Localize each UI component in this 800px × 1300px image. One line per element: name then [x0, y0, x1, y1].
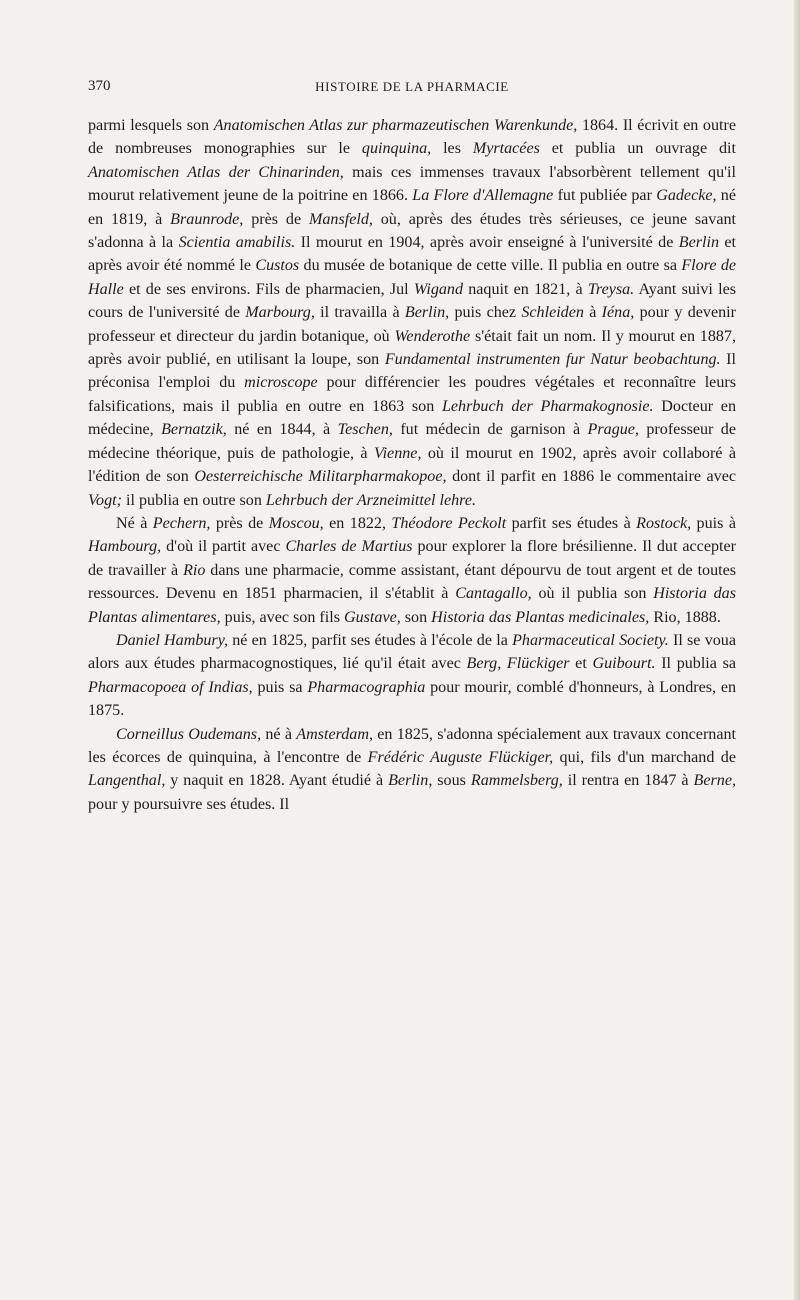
text-run: et: [569, 655, 593, 673]
page-number: 370: [88, 78, 111, 94]
text-run: né en 1844, à: [226, 421, 338, 439]
text-run: puis, avec son fils: [220, 608, 344, 626]
paragraph: [88, 512, 736, 629]
text-run: qui, fils d'un marchand de: [553, 748, 736, 766]
italic-text-run: Amsterdam,: [296, 725, 373, 743]
text-run: fut publiée par: [553, 187, 657, 205]
italic-text-run: Flore de Halle: [88, 257, 737, 298]
italic-text-run: Berlin,: [388, 772, 433, 790]
text-run: né à: [261, 725, 297, 743]
text-run: où, après des études très sérieuses, ce jeune savant s'adonna à la: [88, 210, 736, 252]
italic-text-run: Iéna,: [601, 304, 635, 322]
italic-text-run: Gadecke,: [656, 187, 717, 205]
text-run: né en 1819, à: [88, 187, 737, 228]
italic-text-run: Bernatzik,: [161, 421, 227, 439]
text-run: pour y devenir professeur et directeur du jardin botanique, où: [88, 304, 737, 345]
text-run: en 1822,: [323, 514, 392, 532]
text-run: dont il parfit en 1886 le commentaire avec: [446, 468, 737, 486]
paragraph: [88, 723, 736, 817]
italic-text-run: Pharmaceutical Society.: [512, 631, 669, 649]
italic-text-run: Rio: [183, 561, 206, 579]
italic-text-run: Charles de Martius: [285, 538, 413, 556]
page-edge-shadow: [794, 0, 800, 1300]
text-run: Il se voua alors aux études pharmacognostiques, lié qu'il était avec: [88, 631, 736, 673]
text-run: d'où il partit avec: [161, 538, 286, 556]
italic-text-run: Hambourg,: [88, 538, 162, 556]
text-run: s'était fait un nom. Il y mourut en 1887, après avoir publié, en utilisant la loupe, son: [88, 327, 736, 369]
italic-text-run: Wigand: [413, 280, 464, 298]
italic-text-run: Teschen,: [337, 421, 393, 439]
text-run: Né à: [116, 514, 153, 532]
text-run: fut médecin de garnison à: [392, 421, 588, 439]
text-run: parfit ses études à: [506, 514, 637, 532]
running-title: HISTOIRE DE LA PHARMACIE: [315, 79, 509, 94]
italic-text-run: Berne,: [693, 772, 736, 790]
text-run: naquit en 1821, à: [463, 280, 588, 298]
italic-text-run: Wenderothe: [394, 327, 471, 345]
italic-text-run: Marbourg,: [245, 304, 315, 322]
text-run: parmi lesquels son: [88, 117, 214, 134]
text-run: puis sa: [252, 678, 308, 696]
text-run: professeur de médecine théorique, puis de pathologie, à: [88, 421, 737, 462]
italic-text-run: Cantagallo,: [455, 585, 532, 603]
italic-text-run: Guibourt.: [592, 655, 656, 673]
paragraph: [88, 114, 736, 512]
text-run: pour mourir, comblé d'honneurs, à Londres, en 1875.: [88, 678, 737, 720]
italic-text-run: Lehrbuch der Pharmakognosie.: [441, 397, 654, 415]
italic-text-run: quinquina,: [361, 140, 432, 158]
text-run: puis chez: [449, 304, 522, 322]
paragraph: [88, 629, 736, 723]
page-header: [88, 78, 736, 98]
italic-text-run: Pechern,: [152, 514, 211, 532]
text-run: près de: [210, 514, 269, 532]
italic-text-run: Historia das Plantas medicinales,: [431, 608, 650, 626]
italic-text-run: Frédéric Auguste Flückiger,: [367, 748, 554, 766]
italic-text-run: Rammelsberg,: [470, 772, 563, 790]
text-run: y naquit en 1828. Ayant étudié à: [165, 772, 389, 790]
italic-text-run: Schleiden: [521, 304, 584, 322]
text-run: les: [431, 140, 473, 158]
text-run: où il mourut en 1902, après avoir collaboré à l'édition de son: [88, 444, 736, 486]
text-run: dans une pharmacie, comme assistant, étant dépourvu de tout argent et de toutes ressources. Devenu en 1851 pharmacien, il s'établit à: [88, 561, 737, 603]
italic-text-run: Berg, Flückiger: [466, 655, 570, 673]
italic-text-run: Théodore Peckolt: [391, 514, 507, 532]
italic-text-run: La Flore d'Allemagne: [412, 187, 554, 205]
italic-text-run: Oesterreichische Militarpharmakopoe,: [194, 468, 447, 486]
text-run: son: [400, 608, 432, 626]
text-run: puis à: [691, 514, 736, 532]
italic-text-run: Lehrbuch der Arzneimittel lehre.: [265, 491, 477, 509]
italic-text-run: Historia das Plantas alimentares,: [88, 585, 736, 626]
text-run: mais ces immenses travaux l'absorbèrent tellement qu'il mourut relativement jeune de la poitrine en 1866.: [88, 163, 736, 205]
text-run: né en 1825, parfit ses études à l'école de la: [227, 631, 513, 649]
italic-text-run: Vienne,: [373, 444, 422, 462]
text-run: et de ses environs. Fils de pharmacien, Jul: [123, 280, 414, 298]
italic-text-run: Langenthal,: [88, 772, 166, 790]
text-run: Ayant suivi les cours de l'université de: [88, 280, 736, 322]
text-run: pour explorer la flore brésilienne. Il dut accepter de travailler à: [88, 538, 736, 579]
italic-text-run: Treysa.: [587, 280, 635, 298]
italic-text-run: Daniel Hambury,: [116, 631, 228, 649]
body-text: [88, 114, 736, 816]
italic-text-run: Berlin,: [404, 304, 450, 322]
italic-text-run: Fundamental instrumenten fur Natur beobachtung.: [384, 351, 721, 369]
text-run: Il publia sa: [655, 655, 736, 673]
italic-text-run: Rostock,: [636, 514, 692, 532]
text-run: près de: [243, 210, 309, 228]
text-run: du musée de botanique de cette ville. Il publia en outre sa: [299, 257, 682, 275]
text-run: il travailla à: [314, 304, 405, 322]
text-run: il publia en outre son: [121, 491, 266, 509]
text-run: 1864. Il écrivit en outre de nombreuses monographies sur le: [88, 117, 736, 158]
text-run: sous: [432, 772, 471, 790]
text-run: où il publia son: [531, 585, 654, 603]
italic-text-run: Custos: [255, 257, 300, 275]
italic-text-run: Braunrode,: [170, 210, 244, 228]
italic-text-run: Mansfeld,: [308, 210, 373, 228]
text-run: à: [583, 304, 602, 322]
text-run: il rentra en 1847 à: [562, 772, 694, 790]
text-run: Docteur en médecine,: [88, 397, 736, 439]
text-run: Il mourut en 1904, après avoir enseigné à l'université de: [295, 234, 679, 252]
italic-text-run: Myrtacées: [472, 140, 540, 158]
italic-text-run: Pharmacopoea of Indias,: [88, 678, 253, 696]
italic-text-run: Corneillus Oudemans,: [116, 725, 262, 743]
italic-text-run: Gustave,: [344, 608, 401, 626]
text-run: Rio, 1888.: [649, 608, 721, 626]
italic-text-run: Prague,: [587, 421, 639, 439]
text-run: et après avoir été nommé le: [88, 234, 737, 275]
italic-text-run: Berlin: [678, 234, 719, 252]
text-run: et publia un ouvrage dit: [539, 140, 736, 158]
italic-text-run: Vogt;: [88, 491, 122, 509]
italic-text-run: microscope: [244, 374, 318, 392]
text-run: pour y poursuivre ses études. Il: [88, 795, 290, 813]
italic-text-run: Anatomischen Atlas der Chinarinden,: [88, 163, 344, 181]
text-run: pour différencier les poudres végétales et reconnaître leurs falsifications, mais il publia en outre en 1863 son: [88, 374, 736, 415]
italic-text-run: Pharmacographia: [307, 678, 426, 696]
italic-text-run: Anatomischen Atlas zur pharmazeutischen Warenkunde,: [213, 117, 578, 134]
italic-text-run: Scientia amabilis.: [178, 234, 296, 252]
text-run: en 1825, s'adonna spécialement aux travaux concernant les écorces de quinquina, à l'encontre de: [88, 725, 737, 766]
text-run: Il préconisa l'emploi du: [88, 351, 736, 392]
italic-text-run: Moscou,: [268, 514, 324, 532]
